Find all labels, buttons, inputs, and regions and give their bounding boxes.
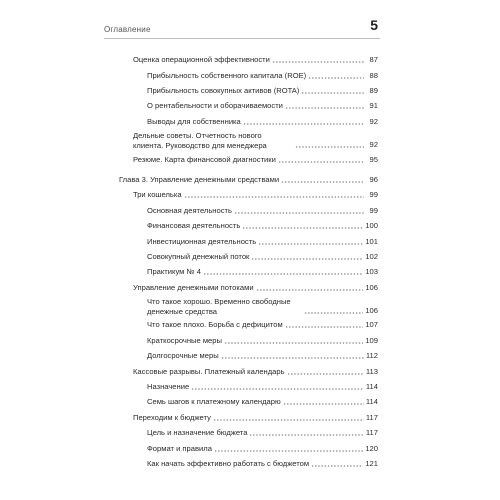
toc-entry-page: 107	[365, 320, 378, 329]
toc-entry-title: Оценка операционной эффективности	[133, 55, 270, 64]
toc-entry-title: Долгосрочные меры	[147, 351, 219, 360]
page-number: 5	[370, 17, 378, 33]
toc-entry-page: 99	[369, 206, 378, 215]
toc-entry	[147, 428, 378, 438]
toc-entry-page: 91	[369, 101, 378, 110]
dot-leader	[258, 243, 363, 245]
dot-leader	[191, 388, 364, 390]
dot-leader	[283, 403, 364, 405]
toc-entry-page: 103	[365, 267, 378, 276]
toc-entry-title: Дельные советы. Отчетность нового клиента. Руководство для менеджера	[133, 131, 267, 150]
toc-entry	[147, 320, 378, 330]
running-header-title: Оглавление	[104, 25, 151, 34]
dot-leader	[221, 357, 364, 359]
toc-entry-title: Цель и назначение бюджета	[147, 428, 248, 437]
toc-entry-page: 112	[365, 351, 378, 360]
toc-entry-title: Семь шагов к платежному календарю	[147, 397, 281, 406]
toc-entry-title: Совокупный денежный поток	[147, 252, 250, 261]
toc-entry-title: Переходим к бюджету	[133, 413, 211, 422]
toc-entry-page: 121	[365, 459, 378, 468]
toc-entry-title: Прибыльность совокупных активов (ROTA)	[147, 86, 300, 95]
toc-entry-title: Три кошелька	[133, 190, 182, 199]
toc-entry-title: Краткосрочные меры	[147, 336, 222, 345]
toc-entry-page: 117	[365, 413, 378, 422]
toc-entry-title: Глава 3. Управление денежными средствами	[119, 175, 280, 184]
toc-entry-title: Кассовые разрывы. Платежный календарь	[133, 367, 285, 376]
toc-entry	[133, 55, 378, 65]
toc-entry	[147, 382, 378, 392]
dot-leader	[249, 434, 363, 436]
toc-entry	[133, 283, 378, 293]
toc-entry-page: 87	[369, 55, 378, 64]
dot-leader	[184, 196, 364, 198]
toc-entry-title: Практикум № 4	[147, 267, 201, 276]
toc-entry-page: 88	[369, 71, 378, 80]
dot-leader	[214, 450, 363, 452]
toc-entry	[147, 397, 378, 407]
dot-leader	[213, 419, 364, 421]
toc-entry-title: Управление денежными потоками	[133, 283, 254, 292]
dot-leader	[256, 289, 364, 291]
toc-entry	[147, 444, 378, 454]
toc-entry-title: Что такое хорошо. Временно свободные денежные средства	[147, 297, 291, 316]
toc-entry-title: О рентабельности и оборачиваемости	[147, 101, 283, 110]
dot-leader	[234, 212, 364, 214]
toc-entry-page: 106	[365, 306, 378, 316]
dot-leader	[242, 227, 363, 229]
toc-entry-page: 114	[365, 397, 378, 406]
toc-entry	[147, 221, 378, 231]
toc-entry-page: 120	[365, 444, 378, 453]
toc-entry	[147, 297, 378, 316]
toc-entry	[147, 351, 378, 361]
toc-entry	[147, 86, 378, 96]
toc-entry	[133, 367, 378, 377]
dot-leader	[287, 373, 364, 375]
toc-entry-page: 96	[369, 175, 378, 184]
toc-entry-title: Финансовая деятельность	[147, 221, 241, 230]
toc-entry	[147, 336, 378, 346]
dot-leader	[304, 312, 363, 314]
toc-entry-page: 101	[365, 237, 378, 246]
toc-entry	[147, 206, 378, 216]
toc-entry-title: Прибыльность собственного капитала (ROE)	[147, 71, 307, 80]
dot-leader	[301, 92, 364, 94]
toc-entry	[147, 101, 378, 111]
toc-entry-title: Как начать эффективно работать с бюджетом	[147, 459, 310, 468]
toc-entry-page: 89	[369, 86, 378, 95]
toc-entry	[147, 252, 378, 262]
toc-entry-title: Назначение	[147, 382, 190, 391]
toc-entry-title: Основная деятельность	[147, 206, 232, 215]
dot-leader	[311, 465, 363, 467]
toc-entry	[147, 267, 378, 277]
dot-leader	[281, 181, 364, 183]
toc-entry	[147, 237, 378, 247]
dot-leader	[224, 342, 363, 344]
toc-entry-page: 109	[365, 336, 378, 345]
toc-chapter-entry	[119, 175, 378, 185]
toc-entry	[133, 155, 378, 165]
dot-leader	[203, 273, 363, 275]
toc-entry	[133, 190, 378, 200]
toc-entry	[147, 459, 378, 469]
toc-entry	[147, 71, 378, 81]
toc-entry-page: 95	[369, 155, 378, 164]
dot-leader	[278, 161, 364, 163]
dot-leader	[295, 146, 364, 148]
toc-entry-title: Выводы для собственника	[147, 117, 241, 126]
toc-entry-title: Резюме. Карта финансовой диагностики	[133, 155, 276, 164]
toc-entry-page: 100	[365, 221, 378, 230]
dot-leader	[251, 258, 363, 260]
toc-entry-page: 99	[369, 190, 378, 199]
toc-entry-page: 102	[365, 252, 378, 261]
toc-entry-page: 92	[369, 117, 378, 126]
toc-entry	[133, 131, 378, 150]
toc-entry-page: 113	[365, 367, 378, 376]
toc-entry-page: 92	[369, 140, 378, 150]
toc-entry-page: 114	[365, 382, 378, 391]
toc-entry-page: 117	[365, 428, 378, 437]
toc-entry-title: Формат и правила	[147, 444, 212, 453]
toc-entry-title: Инвестиционная деятельность	[147, 237, 257, 246]
dot-leader	[308, 77, 364, 79]
dot-leader	[243, 123, 364, 125]
toc-entry	[133, 413, 378, 423]
toc-entry	[147, 117, 378, 127]
toc-entry-title: Что такое плохо. Борьба с дефицитом	[147, 320, 283, 329]
toc-entry-page: 106	[365, 283, 378, 292]
dot-leader	[285, 326, 364, 328]
dot-leader	[285, 107, 364, 109]
dot-leader	[272, 61, 364, 63]
